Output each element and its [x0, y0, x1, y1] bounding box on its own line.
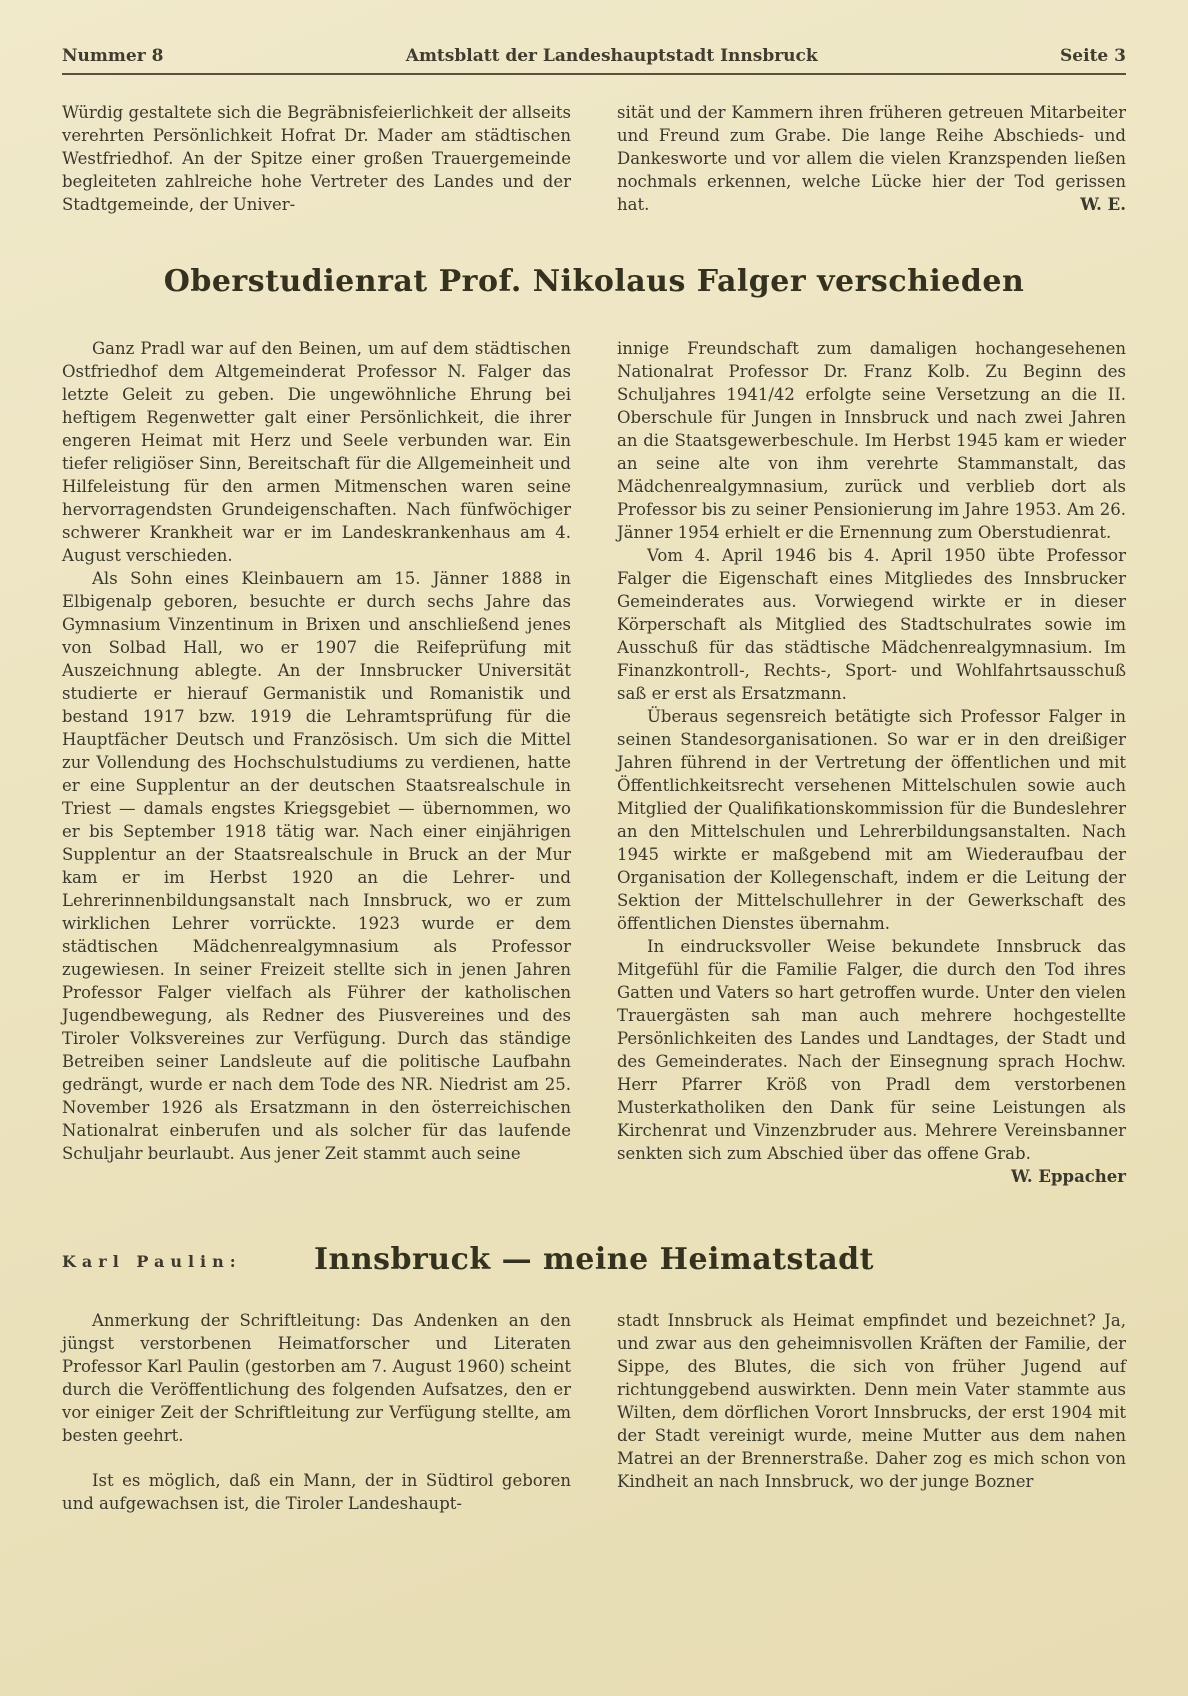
obituary-intro-section — [62, 101, 1126, 216]
paulin-left-column — [62, 1309, 571, 1515]
falger-article-body — [62, 337, 1126, 1188]
masthead — [62, 46, 1126, 66]
falger-paragraph-3: innige Freundschaft zum damaligen hochangesehenen Nationalrat Professor Dr. Franz Kolb. Zu Beginn des Schuljahres 1941/42 erfolgte seine Versetzung an die II. Oberschule für Jungen in Innsbruck und nach zwei Jahren an die Staatsgewerbeschule. Im Herbst 1945 kam er wieder an seine alte von ihm verehrte Stammanstalt, das Mädchenrealgymnasium, zurück und verblieb dort als Professor bis zu seiner Pensionierung im Jahre 1953. Am 26. Jänner 1954 erhielt er die Ernennung zum Oberstudienrat. — [617, 339, 1126, 542]
masthead-title: Amtsblatt der Landeshauptstadt Innsbruck — [405, 46, 818, 66]
intro-right-column — [617, 101, 1126, 216]
falger-paragraph-6 — [617, 935, 1126, 1188]
paulin-right-column — [617, 1309, 1126, 1515]
page-number: Seite 3 — [1060, 46, 1126, 66]
paulin-article-header — [62, 1242, 1126, 1277]
masthead-divider — [62, 73, 1126, 75]
intro-right-paragraph — [617, 101, 1126, 216]
author-byline: Karl Paulin: — [62, 1252, 242, 1271]
intro-right-text: sität und der Kammern ihren früheren getreuen Mitarbeiter und Freund zum Grabe. Die lange Reihe Abschieds- und Dankesworte und vor allem die vielen Kranzspenden ließen nochmals erkennen, welche Lücke hier der Tod gerissen hat. — [617, 103, 1126, 214]
intro-left-paragraph: Würdig gestaltete sich die Begräbnisfeierlichkeit der allseits verehrten Persönlichkeit Hofrat Dr. Mader am städtischen Westfriedhof. An der Spitze einer großen Trauergemeinde begleiteten zahlreiche hohe Vertreter des Landes und der Stadtgemeinde, der Univer- — [62, 103, 571, 214]
issue-number: Nummer 8 — [62, 46, 164, 66]
paulin-article-body — [62, 1309, 1126, 1515]
paulin-paragraph-2: Ist es möglich, daß ein Mann, der in Südtirol geboren und aufgewachsen ist, die Tiroler Landeshaupt- — [62, 1471, 571, 1513]
falger-paragraph-2: Als Sohn eines Kleinbauern am 15. Jänner 1888 in Elbigenalp geboren, besuchte er durch sechs Jahre das Gymnasium Vinzentinum in Brixen und anschließend jenes von Solbad Hall, wo er 1907 die Reifeprüfung mit Auszeichnung ablegte. An der Innsbrucker Universität studierte er hierauf Germanistik und Romanistik und bestand 1917 bzw. 1919 die Lehramtsprüfung für die Hauptfächer Deutsch und Französisch. Um sich die Mittel zur Vollendung des Hochschulstudiums zu verdienen, hatte er eine Supplentur an der deutschen Staatsrealschule in Triest — damals engstes Kriegsgebiet — übernommen, wo er bis September 1918 tätig war. Nach einer einjährigen Supplentur an der Staatsrealschule in Bruck an der Mur kam er im Herbst 1920 an die Lehrer- und Lehrerinnenbildungsanstalt nach Innsbruck, wo er zum wirklichen Lehrer vorrückte. 1923 wurde er dem städtischen Mädchenrealgymnasium als Professor zugewiesen. In seiner Freizeit stellte sich in jenen Jahren Professor Falger vielfach als Führer der katholischen Jugendbewegung, als Redner des Piusvereines und des Tiroler Volksvereines zur Verfügung. Durch das ständige Betreiben seiner Landsleute auf die politische Laufbahn gedrängt, wurde er nach dem Tode des NR. Niedrist am 25. November 1926 als Ersatzmann in den österreichischen Nationalrat einberufen und als solcher für das laufende Schuljahr beurlaubt. Aus jener Zeit stammt auch seine — [62, 569, 571, 1163]
falger-right-column — [617, 337, 1126, 1188]
intro-left-column — [62, 101, 571, 216]
falger-signature: W. Eppacher — [1010, 1167, 1126, 1186]
paulin-article-headline: Innsbruck — meine Heimatstadt — [313, 1242, 875, 1277]
intro-signature: W. E. — [1080, 195, 1126, 214]
paulin-paragraph-3: stadt Innsbruck als Heimat empfindet und bezeichnet? Ja, und zwar aus den geheimnisvollen Kräften der Familie, der Sippe, des Blutes, die sich von früher Jugend auf richtunggebend auswirkten. Denn mein Vater stammte aus Wilten, dem dörflichen Vorort Innsbrucks, der erst 1904 mit der Stadt vereinigt wurde, meine Mutter aus dem nahen Matrei an der Brennerstraße. Daher zog es mich schon von Kindheit an nach Innsbruck, wo der junge Bozner — [617, 1311, 1126, 1491]
falger-paragraph-1: Ganz Pradl war auf den Beinen, um auf dem städtischen Ostfriedhof dem Altgemeinderat Professor N. Falger das letzte Geleit zu geben. Die ungewöhnliche Ehrung bei heftigem Regenwetter galt einer Persönlichkeit, die ihrer engeren Heimat mit Herz und Seele verbunden war. Ein tiefer religiöser Sinn, Bereitschaft für die Allgemeinheit und Hilfeleistung für den armen Mitmenschen waren seine hervorragendsten Grundeigenschaften. Nach fünfwöchiger schwerer Krankheit war er im Landeskrankenhaus am 4. August verschieden. — [62, 339, 571, 565]
falger-paragraph-4: Vom 4. April 1946 bis 4. April 1950 übte Professor Falger die Eigenschaft eines Mitgliedes des Innsbrucker Gemeinderates aus. Vorwiegend wirkte er in dieser Körperschaft als Mitglied des Stadtschulrates sowie im Ausschuß für das städtische Mädchenrealgymnasium. Im Finanzkontroll-, Rechts-, Sport- und Wohlfahrtsausschuß saß er erst als Ersatzmann. — [617, 546, 1126, 703]
falger-article-headline: Oberstudienrat Prof. Nikolaus Falger verschieden — [163, 264, 1025, 299]
paulin-paragraph-1: Anmerkung der Schriftleitung: Das Andenken an den jüngst verstorbenen Heimatforscher und Literaten Professor Karl Paulin (gestorben am 7. August 1960) scheint durch die Veröffentlichung des folgenden Aufsatzes, den er vor einiger Zeit der Schriftleitung zur Verfügung stellte, am besten geehrt. — [62, 1311, 571, 1445]
falger-left-column — [62, 337, 571, 1188]
falger-paragraph-6-text: In eindrucksvoller Weise bekundete Innsbruck das Mitgefühl für die Familie Falger, die durch den Tod ihres Gatten und Vaters so hart getroffen wurde. Unter den vielen Trauergästen sah man auch mehrere hochgestellte Persönlichkeiten des Landes und Landtages, der Stadt und des Gemeinderates. Nach der Einsegnung sprach Hochw. Herr Pfarrer Kröß von Pradl dem verstorbenen Musterkatholiken den Dank für seine Leistungen als Kirchenrat und Vinzenzbruder aus. Mehrere Vereinsbanner senkten sich zum Abschied über das offene Grab. — [617, 937, 1126, 1163]
falger-paragraph-5: Überaus segensreich betätigte sich Professor Falger in seinen Standesorganisationen. So war er in den dreißiger Jahren führend in der Vertretung der öffentlichen und mit Öffentlichkeitsrecht versehenen Mittelschulen sowie auch Mitglied der Qualifikationskommission für die Bundeslehrer an den Mittelschulen und Lehrerbildungsanstalten. Nach 1945 wirkte er maßgebend mit am Wiederaufbau der Organisation der Kollegenschaft, indem er die Leitung der Sektion der Mittelschullehrer in der Gewerkschaft des öffentlichen Dienstes übernahm. — [617, 707, 1126, 933]
